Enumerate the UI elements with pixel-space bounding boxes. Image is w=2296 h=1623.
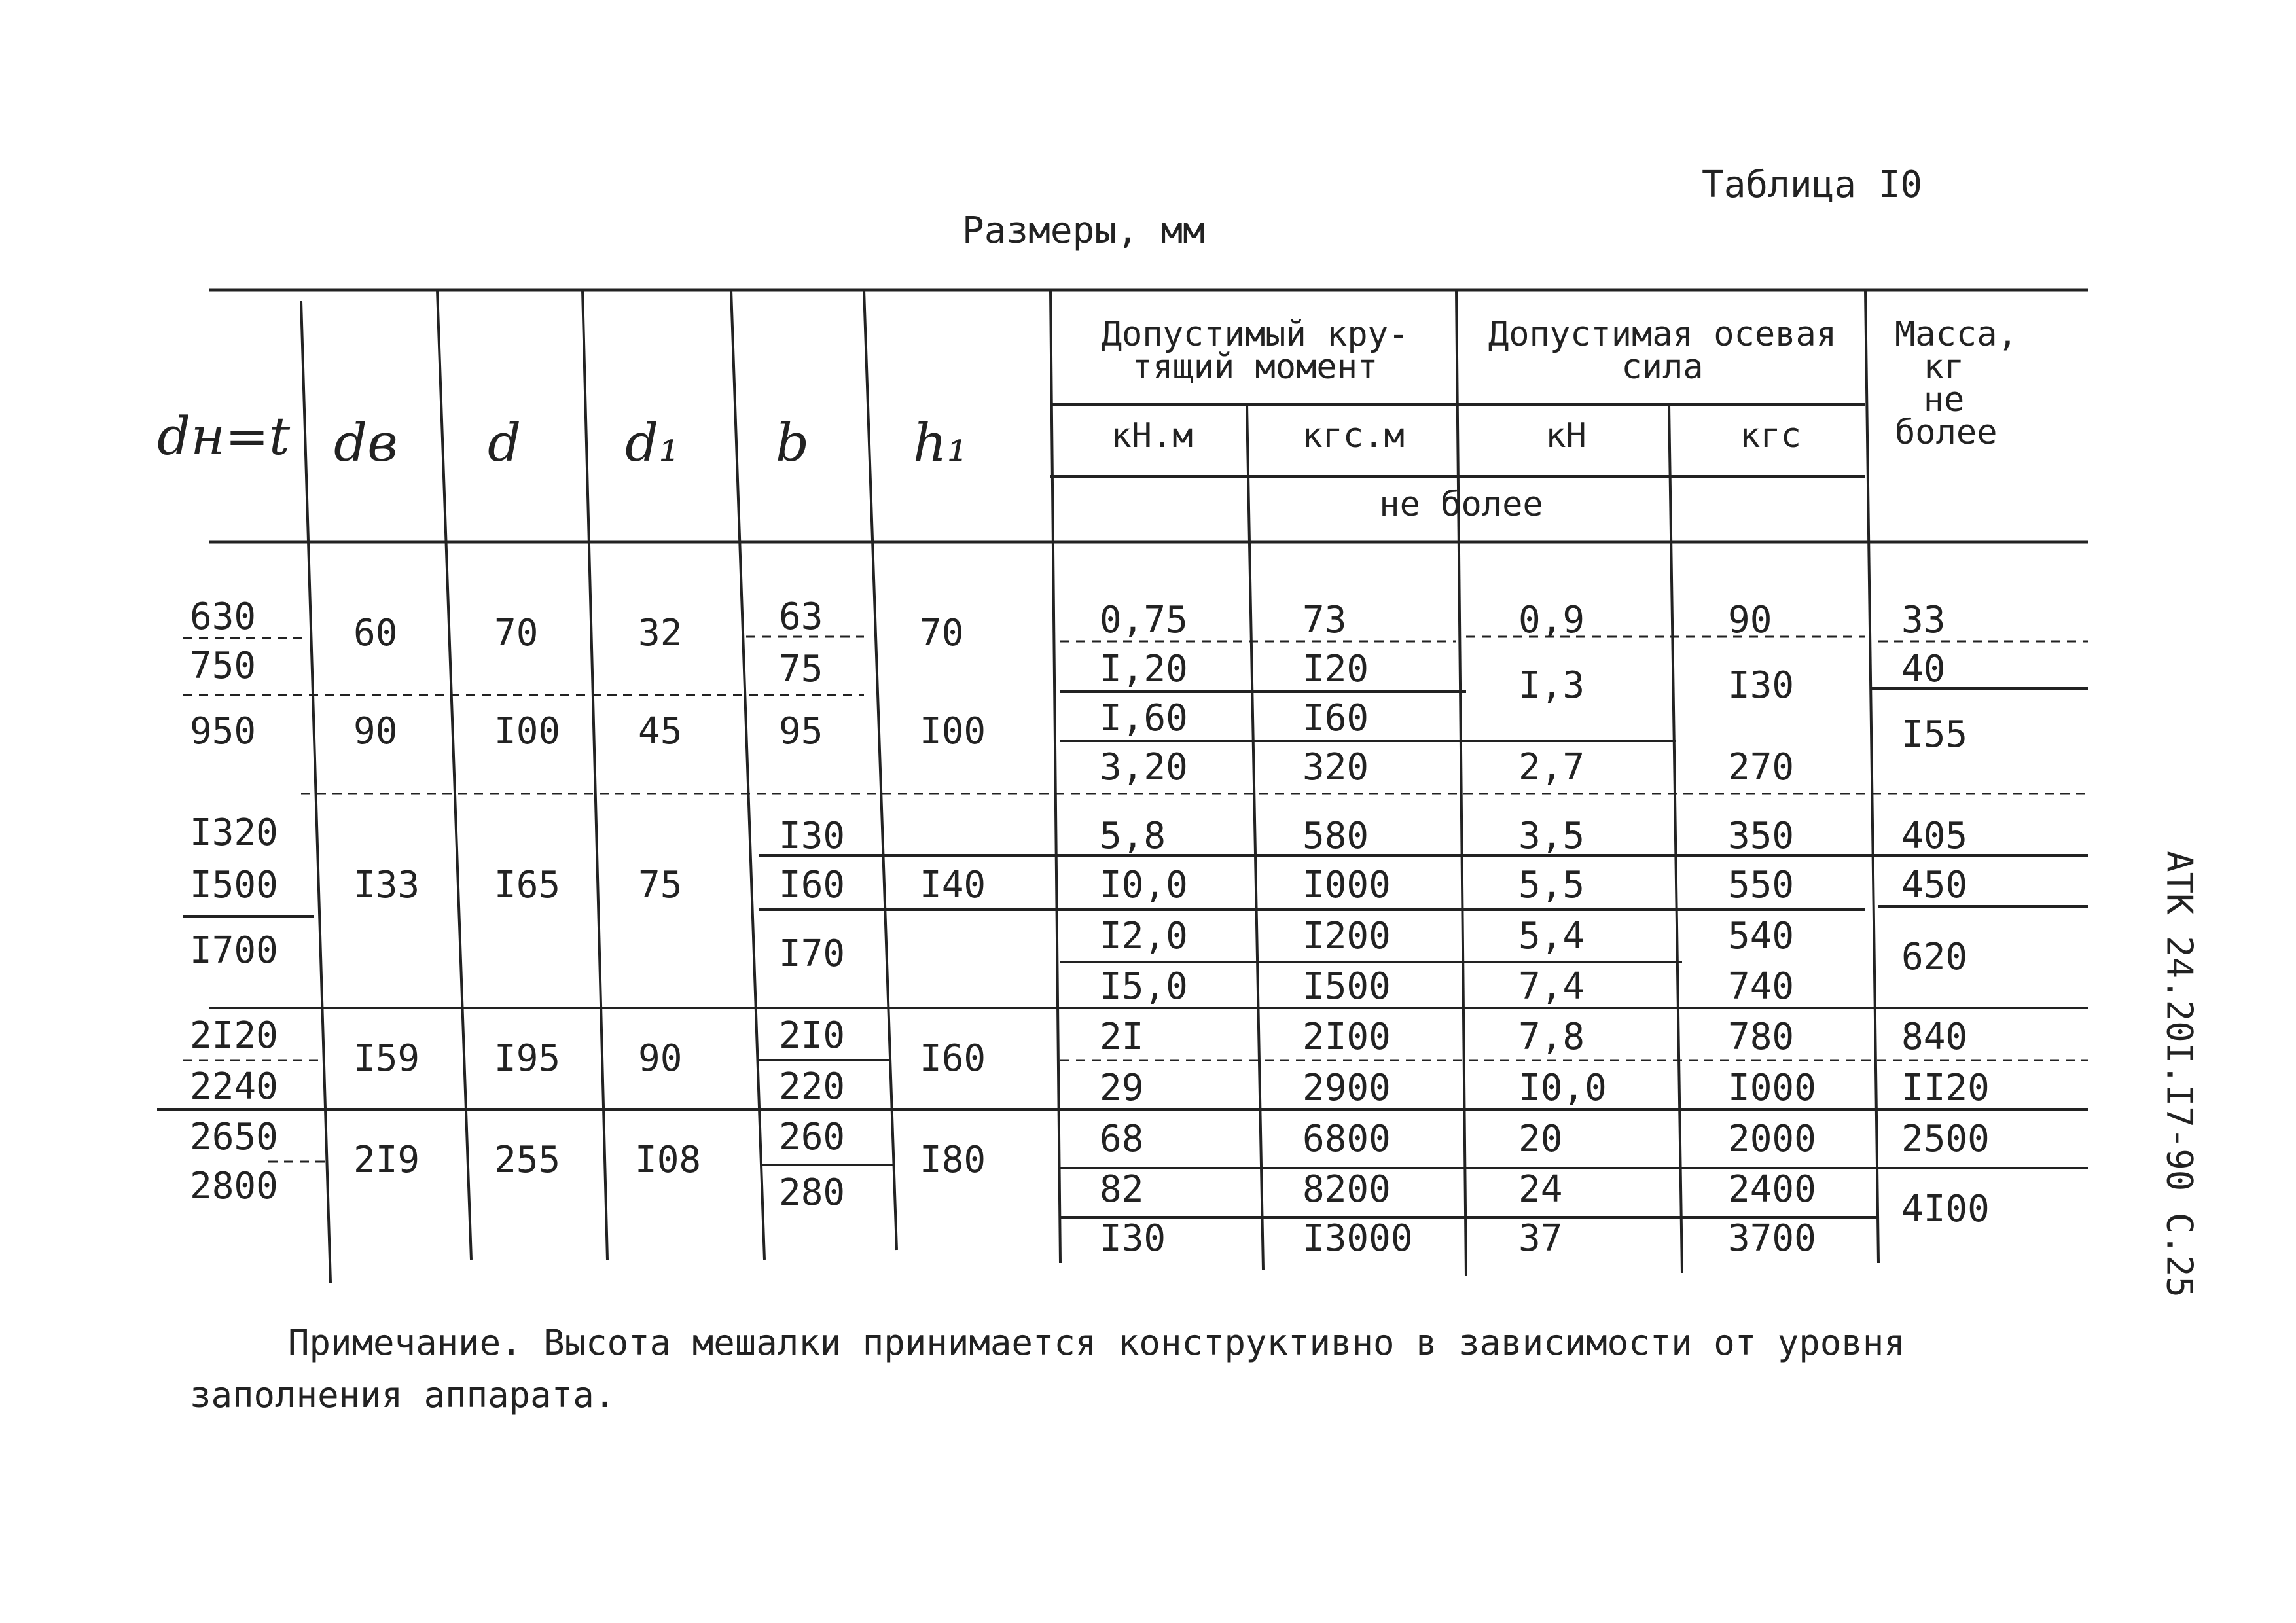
cell-torque-kgfm: I500	[1302, 965, 1391, 1008]
cell-mass: 405	[1901, 815, 1968, 857]
cell-torque-kgfm: 73	[1302, 599, 1347, 641]
header-dn-t: dн=t	[157, 406, 291, 467]
cell-axial-kn: 3,5	[1518, 815, 1585, 857]
cell-torque-knm: 5,8	[1100, 815, 1166, 857]
header-d: d	[488, 412, 522, 473]
cell-d: I95	[494, 1037, 561, 1080]
cell-dn-t: I320	[190, 812, 278, 854]
table-label: Таблица I0	[1702, 164, 1923, 206]
col-rule-7	[1247, 404, 1263, 1270]
cell-mass: II20	[1901, 1067, 1990, 1109]
cell-torque-kgfm: 8200	[1302, 1168, 1391, 1211]
cell-axial-kgf: 550	[1728, 864, 1795, 906]
note-line-2: заполнения аппарата.	[190, 1374, 616, 1416]
cell-torque-knm: 3,20	[1100, 746, 1188, 789]
header-h1: h₁	[913, 412, 968, 473]
cell-h1: I80	[920, 1139, 986, 1181]
cell-b: 260	[779, 1116, 846, 1158]
header-mass-line2: кг	[1923, 348, 1965, 387]
header-unit-kgf: кгс	[1740, 416, 1801, 455]
header-unit-kgfm: кгс.м	[1302, 416, 1405, 455]
header-unit-knm: кН.м	[1111, 416, 1193, 455]
cell-b: I60	[779, 864, 846, 906]
cell-torque-knm: I0,0	[1100, 864, 1188, 906]
cell-h1: I60	[920, 1037, 986, 1080]
cell-db: 2I9	[353, 1139, 420, 1181]
cell-db: 60	[353, 612, 398, 654]
header-torque-line1: Допустимый кру-	[1101, 315, 1409, 354]
cell-axial-kn: 5,4	[1518, 915, 1585, 957]
cell-torque-kgfm: I200	[1302, 915, 1391, 957]
col-rule-5	[864, 290, 897, 1250]
cell-axial-kn: 37	[1518, 1217, 1563, 1260]
header-mass-line1: Масса,	[1895, 315, 2018, 354]
header-mass-line3: не	[1923, 380, 1965, 419]
cell-axial-kgf: 540	[1728, 915, 1795, 957]
cell-axial-kgf: 350	[1728, 815, 1795, 857]
cell-axial-kn: I0,0	[1518, 1067, 1607, 1109]
cell-b: 63	[779, 596, 823, 638]
header-d1: d₁	[625, 412, 680, 473]
cell-torque-kgfm: 2900	[1302, 1067, 1391, 1109]
cell-dn-t: 750	[190, 645, 257, 687]
cell-h1: I40	[920, 864, 986, 906]
col-rule-9	[1669, 404, 1682, 1273]
header-not-more: не более	[1379, 485, 1543, 524]
cell-h1: I00	[920, 710, 986, 753]
cell-axial-kgf: 2000	[1728, 1118, 1816, 1160]
cell-axial-kn: 20	[1518, 1118, 1563, 1160]
cell-axial-kgf: 270	[1728, 746, 1795, 789]
cell-torque-kgfm: 320	[1302, 746, 1369, 789]
cell-b: 95	[779, 710, 823, 753]
header-b: b	[776, 412, 810, 473]
header-torque-line2: тящий момент	[1132, 348, 1378, 387]
cell-b: I30	[779, 815, 846, 857]
cell-mass: I55	[1901, 713, 1968, 756]
cell-dn-t: I500	[190, 864, 278, 906]
cell-torque-knm: I,60	[1100, 697, 1188, 740]
cell-dn-t: 2650	[190, 1116, 278, 1158]
col-rule-4	[731, 290, 764, 1260]
cell-axial-kgf: 90	[1728, 599, 1772, 641]
cell-axial-kn: 7,4	[1518, 965, 1585, 1008]
col-rule-1	[301, 301, 331, 1283]
cell-axial-kn: 0,9	[1518, 599, 1585, 641]
cell-axial-kn: 24	[1518, 1168, 1563, 1211]
cell-axial-kgf: I000	[1728, 1067, 1816, 1109]
cell-torque-knm: 2I	[1100, 1016, 1144, 1058]
cell-b: 280	[779, 1171, 846, 1214]
cell-torque-knm: 82	[1100, 1168, 1144, 1211]
cell-b: 75	[779, 648, 823, 690]
cell-torque-knm: 0,75	[1100, 599, 1188, 641]
cell-mass: 40	[1901, 648, 1946, 690]
cell-torque-knm: 68	[1100, 1118, 1144, 1160]
cell-torque-kgfm: 6800	[1302, 1118, 1391, 1160]
cell-b: 2I0	[779, 1014, 846, 1057]
cell-torque-kgfm: I3000	[1302, 1217, 1413, 1260]
cell-torque-knm: I,20	[1100, 648, 1188, 690]
cell-mass: 4I00	[1901, 1188, 1990, 1230]
cell-axial-kn: 7,8	[1518, 1016, 1585, 1058]
cell-d: 255	[494, 1139, 561, 1181]
cell-dn-t: 2240	[190, 1065, 278, 1108]
cell-mass: 620	[1901, 936, 1968, 978]
cell-axial-kgf: 2400	[1728, 1168, 1816, 1211]
cell-torque-kgfm: I60	[1302, 697, 1369, 740]
cell-dn-t: 2800	[190, 1165, 278, 1207]
cell-axial-kn: 2,7	[1518, 746, 1585, 789]
cell-mass: 2500	[1901, 1118, 1990, 1160]
cell-d: I00	[494, 710, 561, 753]
cell-dn-t: 950	[190, 710, 257, 753]
cell-d1: I08	[635, 1139, 702, 1181]
cell-db: 90	[353, 710, 398, 753]
cell-mass: 450	[1901, 864, 1968, 906]
cell-torque-kgfm: I20	[1302, 648, 1369, 690]
cell-d1: 75	[638, 864, 683, 906]
cell-d: 70	[494, 612, 539, 654]
header-axial-line1: Допустимая осевая	[1488, 315, 1837, 354]
cell-db: I59	[353, 1037, 420, 1080]
cell-dn-t: 630	[190, 596, 257, 638]
cell-b: 220	[779, 1065, 846, 1108]
cell-torque-knm: I30	[1100, 1217, 1166, 1260]
cell-d1: 32	[638, 612, 683, 654]
cell-axial-kn: 5,5	[1518, 864, 1585, 906]
cell-h1: 70	[920, 612, 964, 654]
cell-d1: 90	[638, 1037, 683, 1080]
cell-b: I70	[779, 933, 846, 975]
cell-mass: 840	[1901, 1016, 1968, 1058]
cell-axial-kgf: I30	[1728, 664, 1795, 707]
cell-dn-t: I700	[190, 929, 278, 972]
cell-d1: 45	[638, 710, 683, 753]
cell-dn-t: 2I20	[190, 1014, 278, 1057]
cell-axial-kn: I,3	[1518, 664, 1585, 707]
header-unit-kn: кН	[1545, 416, 1587, 455]
side-document-label: АТК 24.20I.I7-90 С.25	[2159, 851, 2200, 1298]
header-db: dв	[334, 412, 398, 473]
cell-db: I33	[353, 864, 420, 906]
units-caption: Размеры, мм	[962, 209, 1205, 252]
col-rule-2	[437, 290, 471, 1260]
note-line-1: Примечание. Высота мешалки принимается конструктивно в зависимости от уровня	[288, 1322, 1905, 1363]
cell-d: I65	[494, 864, 561, 906]
header-mass-line4: более	[1895, 413, 1998, 452]
cell-torque-kgfm: I000	[1302, 864, 1391, 906]
cell-torque-kgfm: 2I00	[1302, 1016, 1391, 1058]
col-rule-3	[583, 290, 607, 1260]
cell-mass: 33	[1901, 599, 1946, 641]
cell-axial-kgf: 3700	[1728, 1217, 1816, 1260]
cell-axial-kgf: 740	[1728, 965, 1795, 1008]
cell-torque-knm: I2,0	[1100, 915, 1188, 957]
cell-torque-knm: 29	[1100, 1067, 1144, 1109]
header-axial-line2: сила	[1621, 348, 1704, 387]
cell-torque-kgfm: 580	[1302, 815, 1369, 857]
cell-torque-knm: I5,0	[1100, 965, 1188, 1008]
cell-axial-kgf: 780	[1728, 1016, 1795, 1058]
